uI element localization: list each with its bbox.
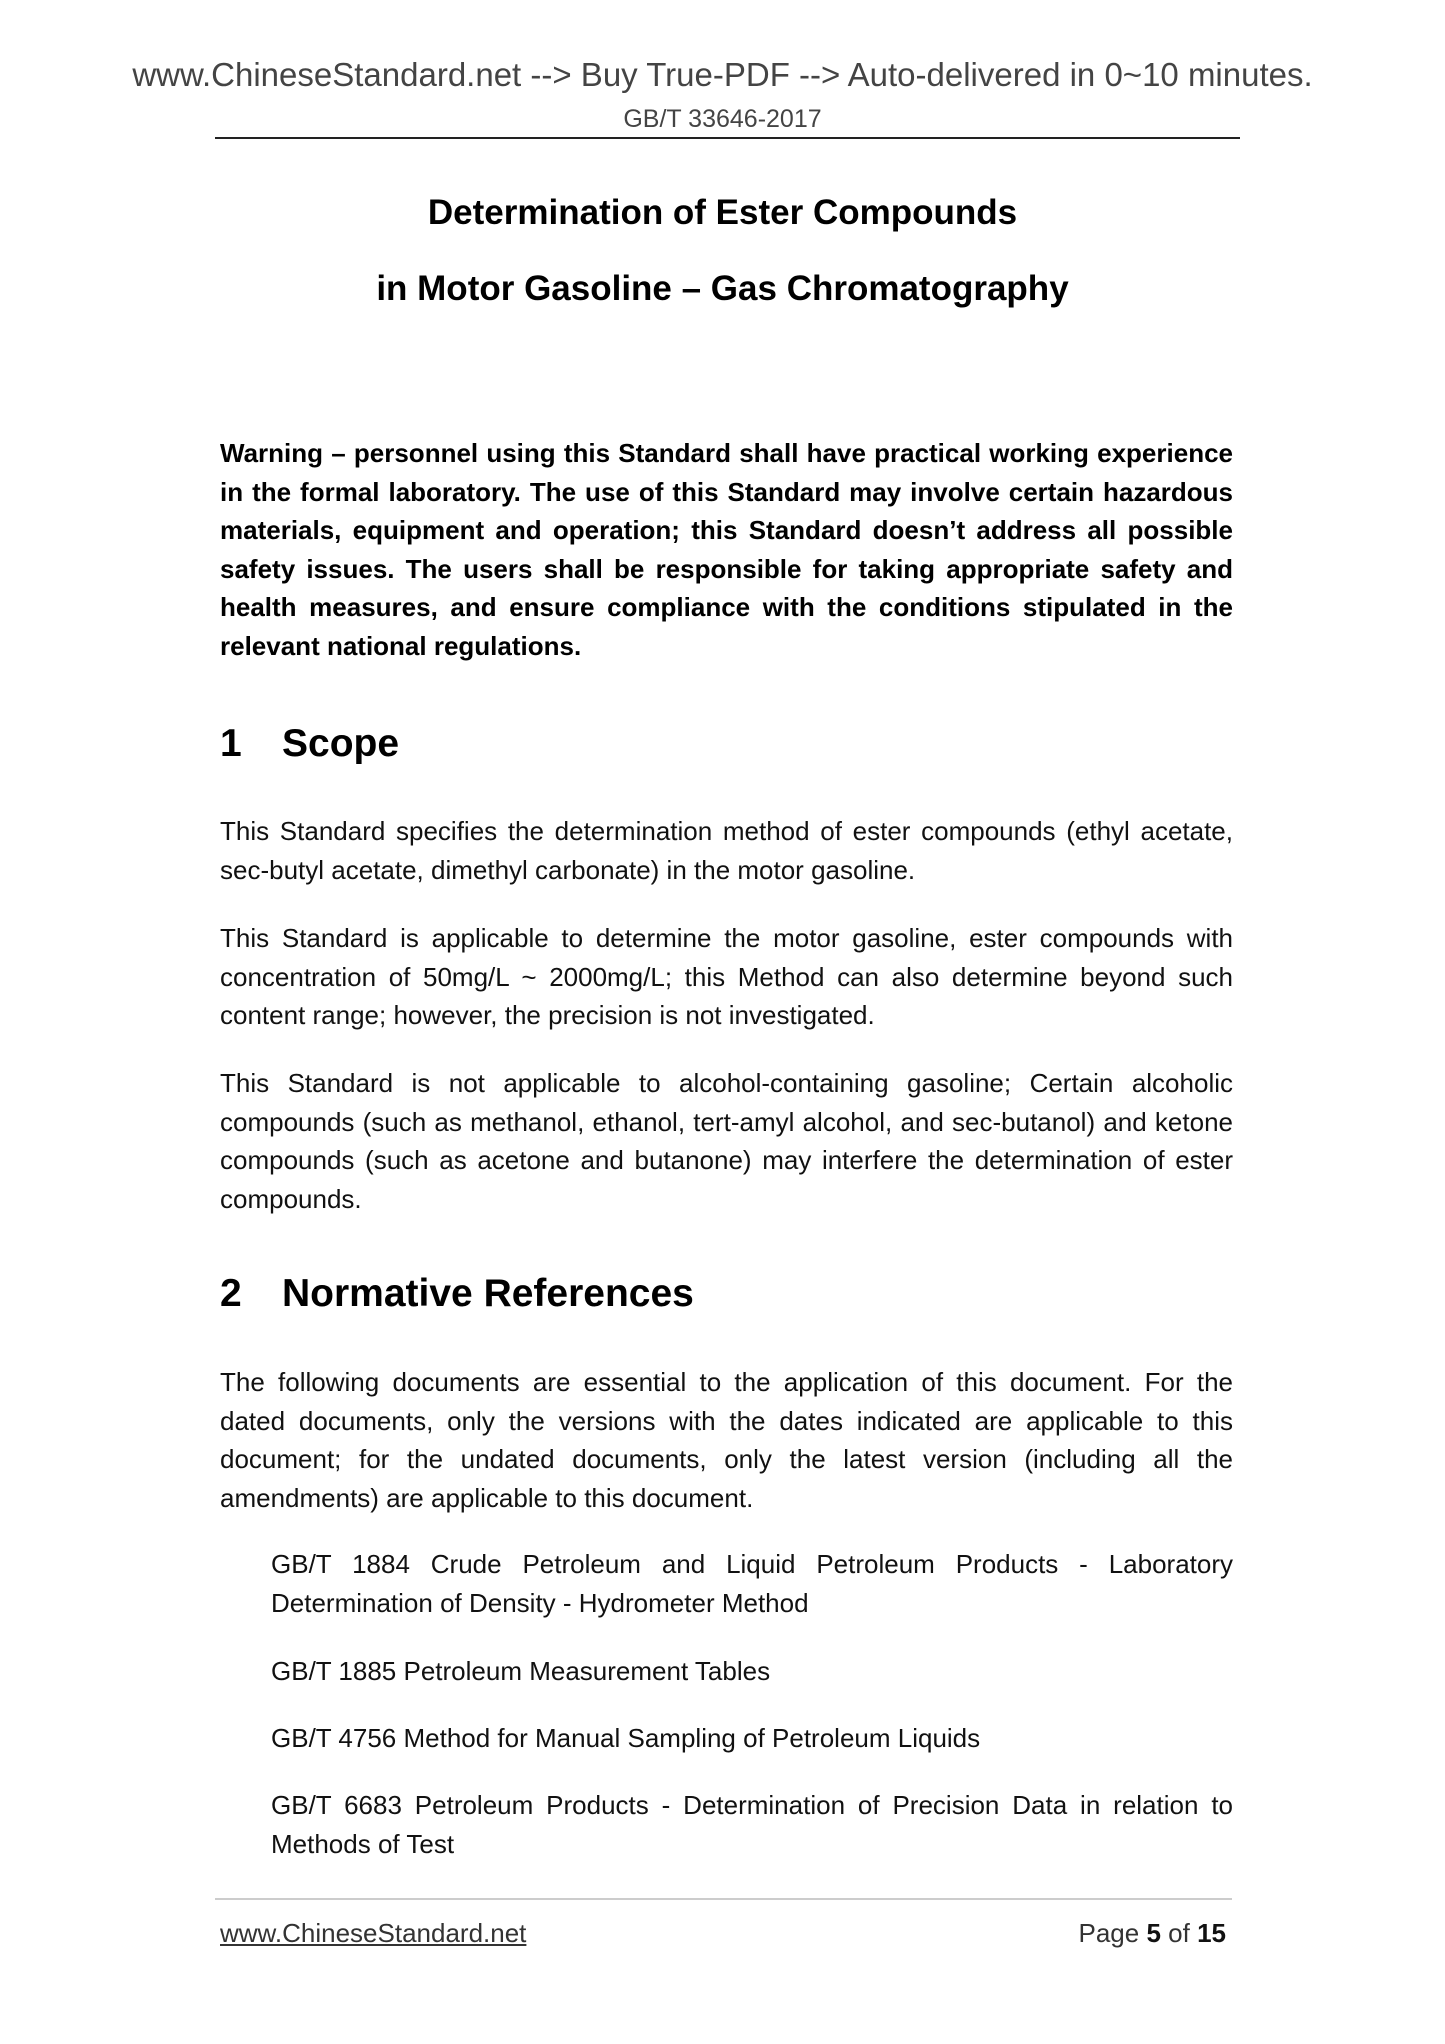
- reference-item: GB/T 4756 Method for Manual Sampling of Petroleum Liquids: [271, 1723, 981, 1753]
- page-current: 5: [1146, 1918, 1161, 1948]
- warning-notice: Warning – personnel using this Standard shall have practical working experience in the formal laboratory. The use of this Standard may involve certain hazardous materials, equipment and operation; this Standard doesn’t address all possible safety issues. The users shall be responsible for taking appropriate safety and health measures, and ensure compliance with the conditions stipulated in the relevant national regulations.: [220, 438, 1233, 661]
- scope-paragraph: This Standard is applicable to determine the motor gasoline, ester compounds with concentration of 50mg/L ~ 2000mg/L; this Method can also determine beyond such content range; however, the precision is not investigated.: [220, 923, 1233, 1030]
- page-total: 15: [1197, 1918, 1226, 1948]
- footer-divider: [215, 1898, 1232, 1900]
- page-label: Page: [1078, 1918, 1140, 1948]
- reference-item: GB/T 6683 Petroleum Products - Determination of Precision Data in relation to Methods of Test: [271, 1790, 1233, 1859]
- page-of: of: [1168, 1918, 1190, 1948]
- reference-item: GB/T 1884 Crude Petroleum and Liquid Petroleum Products - Laboratory Determination of Density - Hydrometer Method: [271, 1549, 1233, 1618]
- standard-code: GB/T 33646-2017: [623, 105, 822, 133]
- section-number: 1: [220, 722, 242, 765]
- page-indicator: [1078, 1918, 1226, 1949]
- section-number: 2: [220, 1272, 242, 1315]
- header-divider: [215, 137, 1240, 139]
- footer-website-link[interactable]: www.ChineseStandard.net: [220, 1918, 527, 1948]
- references-intro-paragraph: The following documents are essential to the application of this document. For the dated documents, only the versions with the dates indicated are applicable to this document; for the undated documents, only the latest version (including all the amendments) are applicable to this document.: [220, 1367, 1233, 1513]
- document-title-line-1: Determination of Ester Compounds: [427, 193, 1018, 232]
- section-heading-scope: [220, 722, 399, 766]
- document-title-line-2: in Motor Gasoline – Gas Chromatography: [376, 269, 1069, 308]
- scope-paragraph: This Standard is not applicable to alcohol-containing gasoline; Certain alcoholic compounds (such as methanol, ethanol, tert-amyl alcohol, and sec-butanol) and ketone compounds (such as acetone and butanone) may interfere the determination of ester compounds.: [220, 1068, 1233, 1214]
- reference-item: GB/T 1885 Petroleum Measurement Tables: [271, 1656, 771, 1686]
- section-heading-normative-references: [220, 1272, 694, 1316]
- section-title: Scope: [282, 722, 400, 765]
- section-title: Normative References: [282, 1272, 694, 1315]
- scope-paragraph: This Standard specifies the determination method of ester compounds (ethyl acetate, sec-butyl acetate, dimethyl carbonate) in the motor gasoline.: [220, 816, 1233, 885]
- header-banner: www.ChineseStandard.net --> Buy True-PDF --> Auto-delivered in 0~10 minutes.: [132, 56, 1313, 93]
